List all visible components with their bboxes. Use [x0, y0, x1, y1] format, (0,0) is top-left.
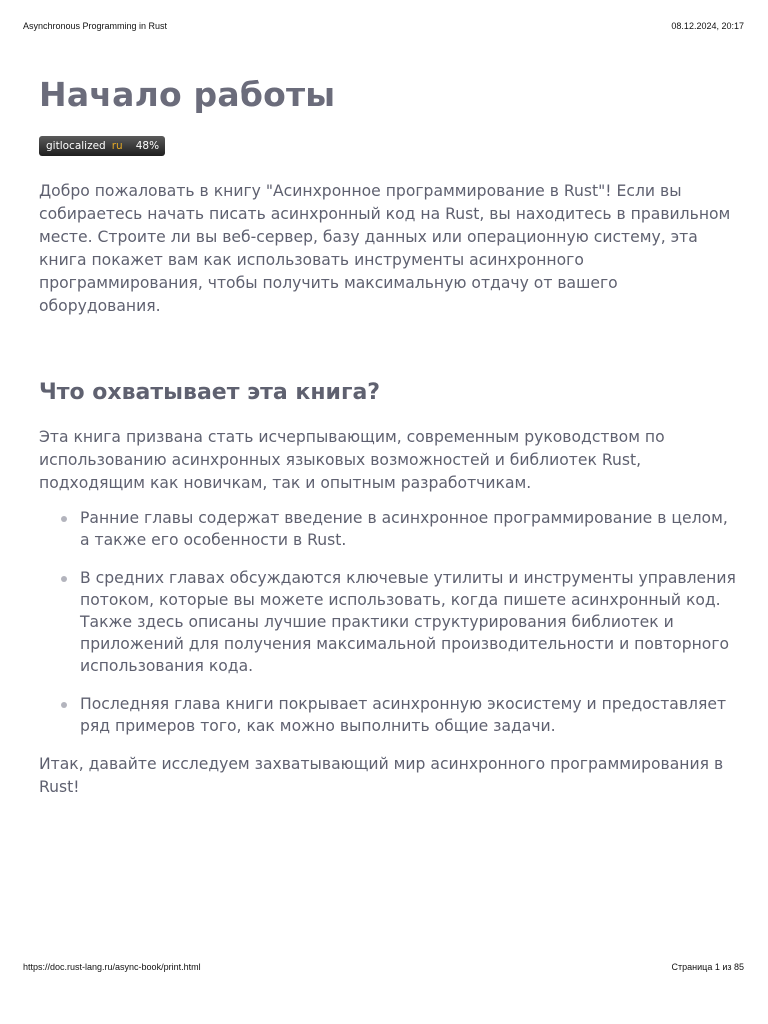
- print-header: [23, 21, 744, 31]
- badge-percent: 48%: [135, 140, 160, 152]
- closing-paragraph: Итак, давайте исследуем захватывающий мир асинхронного программирования в Rust!: [39, 755, 724, 796]
- badge-lang: ru: [111, 140, 123, 152]
- print-doc-title: Asynchronous Programming in Rust: [23, 21, 168, 31]
- list-item-text: Последняя глава книги покрывает асинхронную экосистему и предоставляет ряд примеров того, как можно выполнить общие задачи.: [80, 695, 727, 735]
- section-paragraph: Эта книга призвана стать исчерпывающим, современным руководством по использованию асинхронных языковых возможностей и библиотек Rust, подходящим как новичкам, так и опытным разработчикам.: [39, 428, 665, 492]
- bullet-icon: [61, 516, 67, 522]
- list-item: [39, 693, 739, 737]
- intro-paragraph: Добро пожаловать в книгу "Асинхронное программирование в Rust"! Если вы собираетесь начать писать асинхронный код на Rust, вы находитесь в правильном месте. Строите ли вы веб-сервер, базу данных или операционную систему, эта книга покажет вам как использовать инструменты асинхронного программирования, чтобы получить максимальную отдачу от вашего оборудования.: [39, 182, 731, 315]
- section-heading: Что охватывает эта книга?: [39, 380, 381, 405]
- list-item-text: В средних главах обсуждаются ключевые утилиты и инструменты управления потоком, которые вы можете использовать, когда пишете асинхронный код. Также здесь описаны лучшие практики структурирования библиотек и приложений для получения максимальной производительности и повторного использования кода.: [80, 569, 736, 675]
- badge-name: gitlocalized: [46, 140, 106, 152]
- list-item-text: Ранние главы содержат введение в асинхронное программирование в целом, а также его особенности в Rust.: [80, 509, 728, 549]
- bullet-icon: [61, 702, 67, 708]
- page-number: Страница 1 из 85: [671, 962, 744, 972]
- list-item: [39, 567, 739, 677]
- bullet-list: [39, 507, 739, 737]
- list-item: [39, 507, 739, 551]
- gitlocalized-badge[interactable]: [39, 136, 165, 156]
- page-title: Начало работы: [39, 75, 336, 114]
- bullet-icon: [61, 576, 67, 582]
- print-datetime: 08.12.2024, 20:17: [671, 21, 744, 31]
- print-url: https://doc.rust-lang.ru/async-book/print.html: [23, 962, 201, 972]
- print-footer: [23, 962, 744, 972]
- page-content: [39, 74, 739, 799]
